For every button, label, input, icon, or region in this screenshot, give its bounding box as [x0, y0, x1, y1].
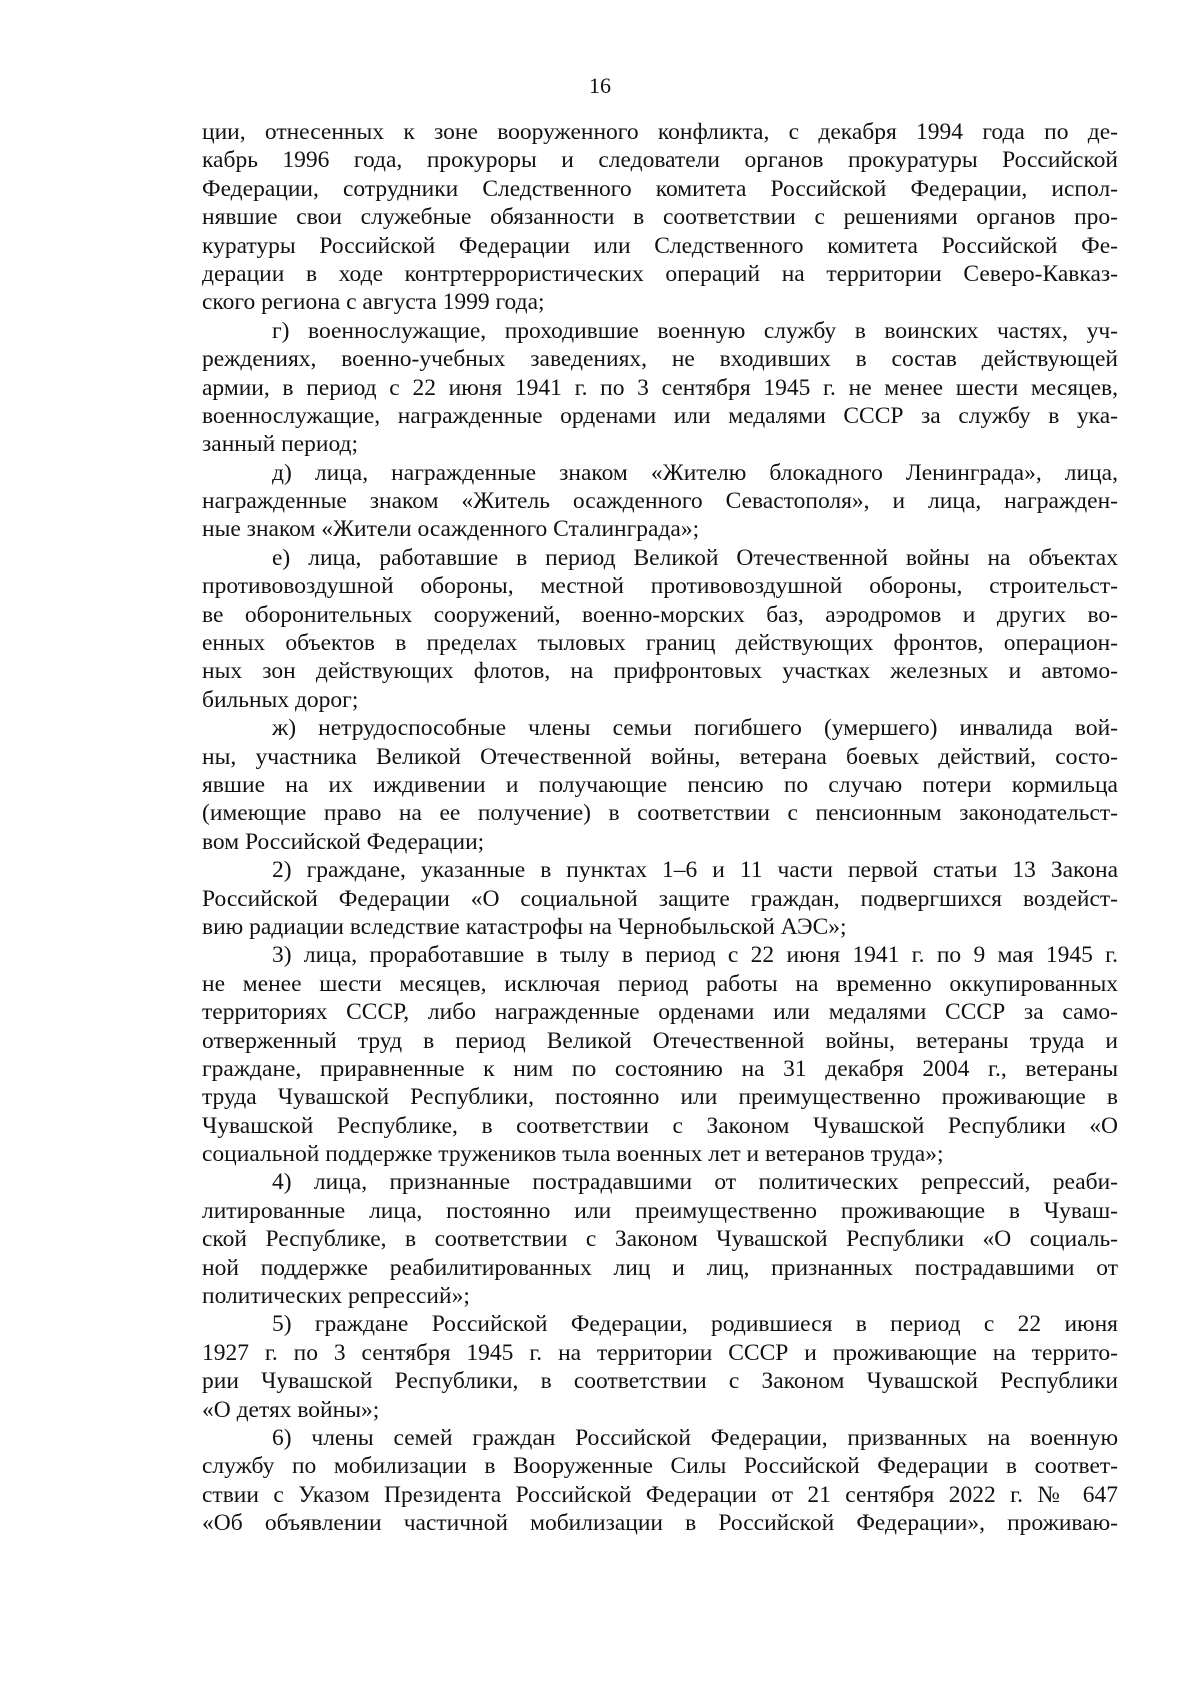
text-line: «Об объявлении частичной мобилизации в Российской Федерации», проживаю- — [202, 1510, 1118, 1537]
text-line: рии Чувашской Республики, в соответствии с Законом Чувашской Республики — [202, 1368, 1118, 1395]
document-body-text — [202, 118, 1118, 1538]
text-line: не менее шести месяцев, исключая период работы на временно оккупированных — [202, 970, 1118, 997]
text-line: ской Республике, в соответствии с Законом Чувашской Республики «О социаль- — [202, 1226, 1118, 1253]
text-line: ве оборонительных сооружений, военно-морских баз, аэродромов и других во- — [202, 601, 1118, 628]
text-line: армии, в период с 22 июня 1941 г. по 3 сентября 1945 г. не менее шести месяцев, — [202, 374, 1118, 401]
text-line: 1927 г. по 3 сентября 1945 г. на территории СССР и проживающие на террито- — [202, 1339, 1118, 1366]
text-line: (имеющие право на ее получение) в соответствии с пенсионным законодательст- — [202, 800, 1118, 827]
text-line: нявшие свои служебные обязанности в соответствии с решениями органов про- — [202, 204, 1118, 231]
text-line: 5) граждане Российской Федерации, родившиеся в период с 22 июня — [272, 1311, 1118, 1338]
text-line: Российской Федерации «О социальной защите граждан, подвергшихся воздейст- — [202, 885, 1118, 912]
text-line: социальной поддержке тружеников тыла военных лет и ветеранов труда»; — [202, 1141, 944, 1168]
text-line: Чувашской Республике, в соответствии с Законом Чувашской Республики «О — [202, 1112, 1118, 1139]
text-line: отверженный труд в период Великой Отечественной войны, ветераны труда и — [202, 1027, 1118, 1054]
text-line: г) военнослужащие, проходившие военную службу в воинских частях, уч- — [272, 317, 1118, 344]
text-line: ных зон действующих флотов, на прифронтовых участках железных и автомо- — [202, 658, 1118, 685]
text-line: реждениях, военно-учебных заведениях, не входивших в состав действующей — [202, 346, 1118, 373]
text-line: территориях СССР, либо награжденные орденами или медалями СССР за само- — [202, 999, 1118, 1026]
text-line: дерации в ходе контртеррористических операций на территории Северо-Кавказ- — [202, 260, 1118, 287]
text-line: 4) лица, признанные пострадавшими от политических репрессий, реаби- — [272, 1169, 1118, 1196]
text-line: вию радиации вследствие катастрофы на Чернобыльской АЭС»; — [202, 913, 847, 940]
text-line: политических репрессий»; — [202, 1283, 470, 1310]
text-line: «О детях войны»; — [202, 1396, 380, 1423]
text-line: противовоздушной обороны, местной противовоздушной обороны, строительст- — [202, 573, 1118, 600]
text-line: кабрь 1996 года, прокуроры и следователи органов прокуратуры Российской — [202, 147, 1118, 174]
text-line: бильных дорог; — [202, 686, 359, 713]
text-line: занный период; — [202, 431, 358, 458]
text-line: 2) граждане, указанные в пунктах 1–6 и 11 части первой статьи 13 Закона — [272, 857, 1118, 884]
text-line: д) лица, награжденные знаком «Жителю блокадного Ленинграда», лица, — [272, 459, 1118, 486]
text-line: труда Чувашской Республики, постоянно или преимущественно проживающие в — [202, 1084, 1118, 1111]
text-line: 3) лица, проработавшие в тылу в период с 22 июня 1941 г. по 9 мая 1945 г. — [272, 942, 1118, 969]
text-line: вом Российской Федерации; — [202, 828, 485, 855]
text-line: ной поддержке реабилитированных лиц и лиц, признанных пострадавшими от — [202, 1254, 1118, 1281]
text-line: Федерации, сотрудники Следственного комитета Российской Федерации, испол- — [202, 175, 1118, 202]
text-line: явшие на их иждивении и получающие пенсию по случаю потери кормильца — [202, 771, 1118, 798]
text-line: ствии с Указом Президента Российской Федерации от 21 сентября 2022 г. № 647 — [202, 1481, 1118, 1508]
text-line: ные знаком «Жители осажденного Сталинграда»; — [202, 516, 700, 543]
text-line: ж) нетрудоспособные члены семьи погибшего (умершего) инвалида вой- — [272, 715, 1118, 742]
text-line: куратуры Российской Федерации или Следственного комитета Российской Фе- — [202, 232, 1118, 259]
text-line: граждане, приравненные к ним по состоянию на 31 декабря 2004 г., ветераны — [202, 1055, 1118, 1082]
text-line: литированные лица, постоянно или преимущественно проживающие в Чуваш- — [202, 1197, 1118, 1224]
text-line: е) лица, работавшие в период Великой Отечественной войны на объектах — [272, 544, 1118, 571]
text-line: ского региона с августа 1999 года; — [202, 289, 545, 316]
text-line: награжденные знаком «Житель осажденного Севастополя», и лица, награжден- — [202, 488, 1118, 515]
text-line: службу по мобилизации в Вооруженные Силы Российской Федерации в соответ- — [202, 1453, 1118, 1480]
text-line: ции, отнесенных к зоне вооруженного конфликта, с декабря 1994 года по де- — [202, 119, 1118, 145]
text-line: ны, участника Великой Отечественной войны, ветерана боевых действий, состо- — [202, 743, 1118, 770]
text-line: енных объектов в пределах тыловых границ действующих фронтов, операцион- — [202, 630, 1118, 657]
text-line: 6) члены семей граждан Российской Федерации, призванных на военную — [272, 1424, 1118, 1451]
page-number: 16 — [589, 73, 611, 98]
text-line: военнослужащие, награжденные орденами или медалями СССР за службу в ука- — [202, 402, 1118, 429]
